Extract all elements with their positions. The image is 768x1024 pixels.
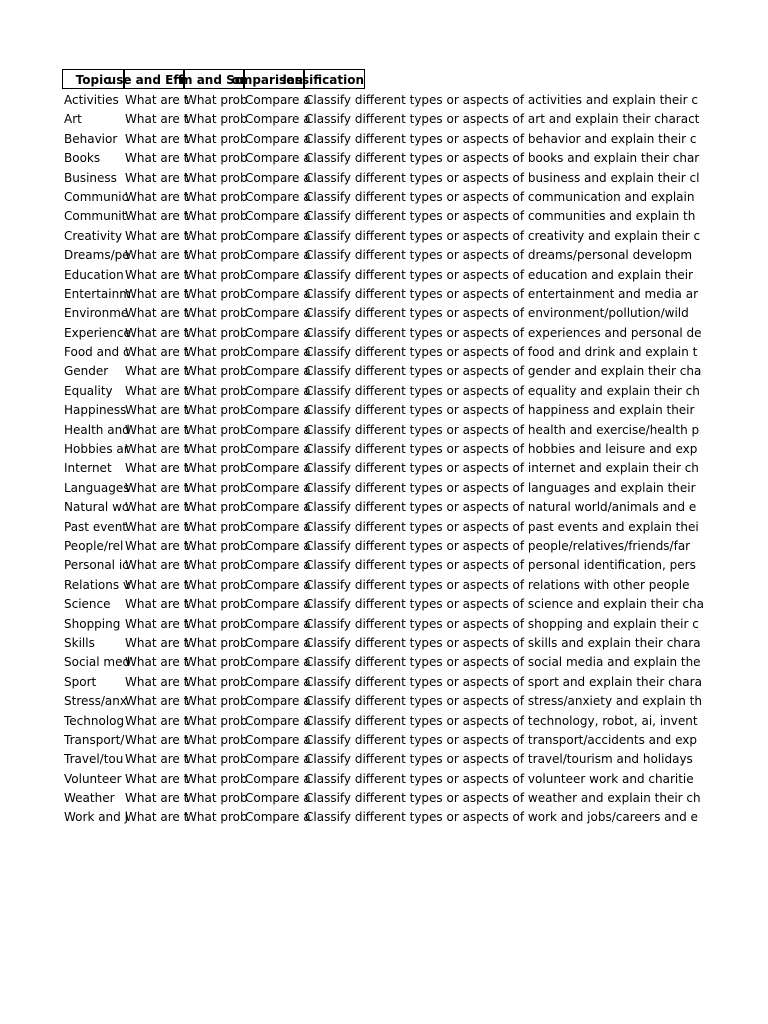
- table-row: [62, 498, 697, 517]
- topic-cell[interactable]: Experience: [64, 325, 131, 340]
- classification-cell[interactable]: Classify different types or aspects of people/relatives/friends/far: [305, 538, 691, 553]
- classification-cell[interactable]: Classify different types or aspects of volunteer work and charitie: [305, 771, 694, 786]
- cause-effect-cell[interactable]: What are t: [125, 771, 189, 786]
- classification-cell[interactable]: Classify different types or aspects of entertainment and media ar: [305, 286, 699, 301]
- table-row: [62, 362, 702, 381]
- comparison-cell[interactable]: Compare a: [245, 461, 311, 476]
- cause-effect-cell[interactable]: What are t: [125, 732, 189, 747]
- comparison-cell[interactable]: Compare a: [245, 500, 311, 515]
- problem-solution-cell[interactable]: What prob: [185, 655, 248, 670]
- table-row: [62, 808, 698, 827]
- classification-cell[interactable]: Classify different types or aspects of sport and explain their chara: [305, 674, 702, 689]
- classification-cell[interactable]: Classify different types or aspects of technology, robot, ai, invent: [305, 713, 698, 728]
- topic-cell[interactable]: Shopping: [64, 616, 121, 631]
- problem-solution-cell[interactable]: What prob: [185, 112, 248, 127]
- comparison-cell[interactable]: Compare a: [245, 286, 311, 301]
- header-topic[interactable]: Topic: [62, 69, 124, 89]
- classification-cell[interactable]: Classify different types or aspects of gender and explain their cha: [305, 364, 702, 379]
- topic-cell[interactable]: Art: [64, 112, 82, 127]
- cause-effect-cell[interactable]: What are t: [125, 655, 189, 670]
- topic-cell[interactable]: Food and c: [64, 345, 130, 360]
- problem-solution-cell[interactable]: What prob: [185, 189, 248, 204]
- topic-cell[interactable]: Happiness: [64, 403, 127, 418]
- comparison-cell[interactable]: Compare a: [245, 325, 311, 340]
- topic-cell[interactable]: Travel/tou: [64, 752, 124, 767]
- problem-solution-cell[interactable]: What prob: [185, 616, 248, 631]
- cause-effect-cell[interactable]: What are t: [125, 674, 189, 689]
- topic-cell[interactable]: Natural wc: [64, 500, 129, 515]
- topic-cell[interactable]: Sport: [64, 674, 97, 689]
- table-row: [62, 188, 695, 207]
- classification-cell[interactable]: Classify different types or aspects of education and explain their: [305, 267, 693, 282]
- problem-solution-cell[interactable]: What prob: [185, 345, 248, 360]
- topic-cell[interactable]: Volunteer: [64, 771, 122, 786]
- comparison-cell[interactable]: Compare a: [245, 694, 311, 709]
- cause-effect-cell[interactable]: What are t: [125, 616, 189, 631]
- cause-effect-cell[interactable]: What are t: [125, 713, 189, 728]
- cause-effect-cell[interactable]: What are t: [125, 286, 189, 301]
- comparison-cell[interactable]: Compare a: [245, 674, 311, 689]
- topic-cell[interactable]: Languages: [64, 480, 130, 495]
- comparison-cell[interactable]: Compare a: [245, 422, 311, 437]
- comparison-cell[interactable]: Compare a: [245, 597, 311, 612]
- table-row: [62, 324, 702, 343]
- table-row: [62, 537, 691, 556]
- table-row: [62, 615, 699, 634]
- cause-effect-cell[interactable]: What are t: [125, 325, 189, 340]
- classification-cell[interactable]: Classify different types or aspects of books and explain their char: [305, 151, 700, 166]
- classification-cell[interactable]: Classify different types or aspects of happiness and explain their: [305, 403, 695, 418]
- problem-solution-cell[interactable]: What prob: [185, 306, 248, 321]
- cause-effect-cell[interactable]: What are t: [125, 461, 189, 476]
- table-row: [62, 227, 701, 246]
- classification-cell[interactable]: Classify different types or aspects of food and drink and explain t: [305, 345, 698, 360]
- problem-solution-cell[interactable]: What prob: [185, 442, 248, 457]
- table-row: [62, 576, 690, 595]
- classification-cell[interactable]: Classify different types or aspects of environment/pollution/wild: [305, 306, 689, 321]
- comparison-cell[interactable]: Compare a: [245, 306, 311, 321]
- cause-effect-cell[interactable]: What are t: [125, 170, 189, 185]
- comparison-cell[interactable]: Compare a: [245, 248, 311, 263]
- problem-solution-cell[interactable]: What prob: [185, 558, 248, 573]
- table-row: [62, 595, 704, 614]
- cause-effect-cell[interactable]: What are t: [125, 480, 189, 495]
- comparison-cell[interactable]: Compare a: [245, 480, 311, 495]
- topic-cell[interactable]: Health and: [64, 422, 130, 437]
- problem-solution-cell[interactable]: What prob: [185, 286, 248, 301]
- comparison-cell[interactable]: Compare a: [245, 93, 311, 107]
- table-row: [62, 459, 699, 478]
- classification-cell[interactable]: Classify different types or aspects of communication and explain: [305, 189, 695, 204]
- cause-effect-cell[interactable]: What are t: [125, 442, 189, 457]
- problem-solution-cell[interactable]: What prob: [185, 131, 248, 146]
- topic-cell[interactable]: Gender: [64, 364, 109, 379]
- problem-solution-cell[interactable]: What prob: [185, 267, 248, 282]
- problem-solution-cell[interactable]: What prob: [185, 500, 248, 515]
- problem-solution-cell[interactable]: What prob: [185, 403, 248, 418]
- cause-effect-cell[interactable]: What are t: [125, 248, 189, 263]
- table-row: [62, 712, 698, 731]
- comparison-cell[interactable]: Compare a: [245, 635, 311, 650]
- cause-effect-cell[interactable]: What are t: [125, 151, 189, 166]
- classification-cell[interactable]: Classify different types or aspects of hobbies and leisure and exp: [305, 442, 698, 457]
- topic-cell[interactable]: Social med: [64, 655, 131, 670]
- topic-cell[interactable]: Creativity: [64, 228, 123, 243]
- cause-effect-cell[interactable]: What are t: [125, 345, 189, 360]
- problem-solution-cell[interactable]: What prob: [185, 422, 248, 437]
- table-row: [62, 634, 701, 653]
- cause-effect-cell[interactable]: What are t: [125, 403, 189, 418]
- classification-cell[interactable]: Classify different types or aspects of relations with other people: [305, 577, 690, 592]
- problem-solution-cell[interactable]: What prob: [185, 364, 248, 379]
- topic-cell[interactable]: Communic: [64, 189, 129, 204]
- classification-cell[interactable]: Classify different types or aspects of health and exercise/health p: [305, 422, 700, 437]
- table-row: [62, 169, 700, 188]
- table-row: [62, 382, 700, 401]
- table-row: [62, 130, 697, 149]
- comparison-cell[interactable]: Compare a: [245, 519, 311, 534]
- cause-effect-cell[interactable]: What are t: [125, 422, 189, 437]
- comparison-cell[interactable]: Compare a: [245, 713, 311, 728]
- topic-cell[interactable]: Relations v: [64, 577, 131, 592]
- topic-cell[interactable]: Activities: [64, 93, 119, 107]
- classification-cell[interactable]: Classify different types or aspects of dreams/personal developm: [305, 248, 693, 263]
- classification-cell[interactable]: Classify different types or aspects of languages and explain their: [305, 480, 696, 495]
- comparison-cell[interactable]: Compare a: [245, 442, 311, 457]
- header-row: [62, 68, 669, 90]
- table-row: [62, 421, 700, 440]
- table-row: [62, 246, 693, 265]
- topic-cell[interactable]: Transport/: [64, 732, 125, 747]
- problem-solution-cell[interactable]: What prob: [185, 752, 248, 767]
- comparison-cell[interactable]: Compare a: [245, 616, 311, 631]
- classification-cell[interactable]: Classify different types or aspects of business and explain their cl: [305, 170, 700, 185]
- classification-cell[interactable]: Classify different types or aspects of natural world/animals and e: [305, 500, 697, 515]
- table-row: [62, 692, 702, 711]
- cause-effect-cell[interactable]: What are t: [125, 131, 189, 146]
- problem-solution-cell[interactable]: What prob: [185, 170, 248, 185]
- problem-solution-cell[interactable]: What prob: [185, 635, 248, 650]
- cause-effect-cell[interactable]: What are t: [125, 694, 189, 709]
- table-row: [62, 401, 695, 420]
- table-row: [62, 110, 700, 129]
- cause-effect-cell[interactable]: What are t: [125, 810, 189, 825]
- classification-cell[interactable]: Classify different types or aspects of travel/tourism and holidays: [305, 752, 693, 767]
- comparison-cell[interactable]: Compare a: [245, 577, 311, 592]
- cause-effect-cell[interactable]: What are t: [125, 577, 189, 592]
- classification-cell[interactable]: Classify different types or aspects of creativity and explain their c: [305, 228, 701, 243]
- problem-solution-cell[interactable]: What prob: [185, 713, 248, 728]
- classification-cell[interactable]: Classify different types or aspects of behavior and explain their c: [305, 131, 697, 146]
- table-row: [62, 518, 699, 537]
- problem-solution-cell[interactable]: What prob: [185, 248, 248, 263]
- problem-solution-cell[interactable]: What prob: [185, 93, 248, 107]
- comparison-cell[interactable]: Compare a: [245, 345, 311, 360]
- topic-cell[interactable]: Work and j: [64, 810, 128, 825]
- topic-cell[interactable]: Behavior: [64, 131, 118, 146]
- cause-effect-cell[interactable]: What are t: [125, 597, 189, 612]
- cause-effect-cell[interactable]: What are t: [125, 112, 189, 127]
- topic-cell[interactable]: Communit: [64, 209, 127, 224]
- topic-cell[interactable]: Science: [64, 597, 111, 612]
- table-row: [62, 789, 701, 808]
- classification-cell[interactable]: Classify different types or aspects of skills and explain their chara: [305, 635, 701, 650]
- classification-cell[interactable]: Classify different types or aspects of past events and explain thei: [305, 519, 699, 534]
- comparison-cell[interactable]: Compare a: [245, 538, 311, 553]
- topic-cell[interactable]: Dreams/pe: [64, 248, 130, 263]
- problem-solution-cell[interactable]: What prob: [185, 228, 248, 243]
- problem-solution-cell[interactable]: What prob: [185, 597, 248, 612]
- comparison-cell[interactable]: Compare a: [245, 131, 311, 146]
- cause-effect-cell[interactable]: What are t: [125, 306, 189, 321]
- cause-effect-cell[interactable]: What are t: [125, 635, 189, 650]
- cause-effect-cell[interactable]: What are t: [125, 500, 189, 515]
- problem-solution-cell[interactable]: What prob: [185, 577, 248, 592]
- classification-cell[interactable]: Classify different types or aspects of transport/accidents and exp: [305, 732, 697, 747]
- problem-solution-cell[interactable]: What prob: [185, 480, 248, 495]
- problem-solution-cell[interactable]: What prob: [185, 791, 248, 806]
- classification-cell[interactable]: Classify different types or aspects of work and jobs/careers and e: [305, 810, 698, 825]
- classification-cell[interactable]: Classify different types or aspects of personal identification, pers: [305, 558, 696, 573]
- cause-effect-cell[interactable]: What are t: [125, 791, 189, 806]
- classification-cell[interactable]: Classify different types or aspects of stress/anxiety and explain th: [305, 694, 702, 709]
- classification-cell[interactable]: Classify different types or aspects of art and explain their charact: [305, 112, 700, 127]
- comparison-cell[interactable]: Compare a: [245, 403, 311, 418]
- classification-cell[interactable]: Classify different types or aspects of social media and explain the: [305, 655, 701, 670]
- table-body: [62, 91, 704, 828]
- table-row: [62, 285, 699, 304]
- table-row: [62, 440, 698, 459]
- table-row: [62, 304, 689, 323]
- header-problem-and-solution[interactable]: m and So: [184, 69, 244, 89]
- table-row: [62, 673, 702, 692]
- cause-effect-cell[interactable]: What are t: [125, 364, 189, 379]
- problem-solution-cell[interactable]: What prob: [185, 810, 248, 825]
- table-row: [62, 770, 694, 789]
- topic-cell[interactable]: Equality: [64, 383, 113, 398]
- comparison-cell[interactable]: Compare a: [245, 771, 311, 786]
- topic-cell[interactable]: Technolog: [64, 713, 125, 728]
- header-comparison[interactable]: omparison: [244, 69, 304, 89]
- problem-solution-cell[interactable]: What prob: [185, 694, 248, 709]
- comparison-cell[interactable]: Compare a: [245, 383, 311, 398]
- header-classification[interactable]: lassification: [304, 69, 365, 89]
- table-row: [62, 653, 701, 672]
- topic-cell[interactable]: Business: [64, 170, 117, 185]
- problem-solution-cell[interactable]: What prob: [185, 538, 248, 553]
- topic-cell[interactable]: Hobbies ar: [64, 442, 129, 457]
- comparison-cell[interactable]: Compare a: [245, 810, 311, 825]
- comparison-cell[interactable]: Compare a: [245, 752, 311, 767]
- comparison-cell[interactable]: Compare a: [245, 189, 311, 204]
- cause-effect-cell[interactable]: What are t: [125, 267, 189, 282]
- problem-solution-cell[interactable]: What prob: [185, 519, 248, 534]
- table-row: [62, 266, 693, 285]
- classification-cell[interactable]: Classify different types or aspects of shopping and explain their c: [305, 616, 699, 631]
- topic-cell[interactable]: Past event: [64, 519, 127, 534]
- problem-solution-cell[interactable]: What prob: [185, 732, 248, 747]
- topic-cell[interactable]: Entertainm: [64, 286, 131, 301]
- cause-effect-cell[interactable]: What are t: [125, 93, 189, 107]
- comparison-cell[interactable]: Compare a: [245, 209, 311, 224]
- table-row: [62, 207, 696, 226]
- topic-cell[interactable]: Skills: [64, 635, 95, 650]
- table-row: [62, 91, 698, 110]
- classification-cell[interactable]: Classify different types or aspects of communities and explain th: [305, 209, 696, 224]
- topic-cell[interactable]: Stress/anx: [64, 694, 127, 709]
- topic-cell[interactable]: Books: [64, 151, 101, 166]
- problem-solution-cell[interactable]: What prob: [185, 674, 248, 689]
- cause-effect-cell[interactable]: What are t: [125, 538, 189, 553]
- cause-effect-cell[interactable]: What are t: [125, 228, 189, 243]
- classification-cell[interactable]: Classify different types or aspects of internet and explain their ch: [305, 461, 699, 476]
- classification-cell[interactable]: Classify different types or aspects of science and explain their cha: [305, 597, 704, 612]
- cause-effect-cell[interactable]: What are t: [125, 189, 189, 204]
- cause-effect-cell[interactable]: What are t: [125, 519, 189, 534]
- comparison-cell[interactable]: Compare a: [245, 558, 311, 573]
- comparison-cell[interactable]: Compare a: [245, 228, 311, 243]
- classification-cell[interactable]: Classify different types or aspects of weather and explain their ch: [305, 791, 701, 806]
- problem-solution-cell[interactable]: What prob: [185, 151, 248, 166]
- comparison-cell[interactable]: Compare a: [245, 364, 311, 379]
- topic-cell[interactable]: Internet: [64, 461, 112, 476]
- table-row: [62, 479, 696, 498]
- topic-cell[interactable]: People/rel: [64, 538, 124, 553]
- topic-cell[interactable]: Weather: [64, 791, 115, 806]
- topic-cell[interactable]: Environme: [64, 306, 129, 321]
- problem-solution-cell[interactable]: What prob: [185, 461, 248, 476]
- problem-solution-cell[interactable]: What prob: [185, 325, 248, 340]
- table-row: [62, 750, 693, 769]
- cause-effect-cell[interactable]: What are t: [125, 558, 189, 573]
- comparison-cell[interactable]: Compare a: [245, 732, 311, 747]
- topic-cell[interactable]: Personal ic: [64, 558, 129, 573]
- comparison-cell[interactable]: Compare a: [245, 170, 311, 185]
- cause-effect-cell[interactable]: What are t: [125, 383, 189, 398]
- classification-cell[interactable]: Classify different types or aspects of equality and explain their ch: [305, 383, 700, 398]
- comparison-cell[interactable]: Compare a: [245, 267, 311, 282]
- table-row: [62, 343, 698, 362]
- comparison-cell[interactable]: Compare a: [245, 791, 311, 806]
- classification-cell[interactable]: Classify different types or aspects of activities and explain their c: [305, 93, 698, 107]
- comparison-cell[interactable]: Compare a: [245, 112, 311, 127]
- table-row: [62, 731, 697, 750]
- problem-solution-cell[interactable]: What prob: [185, 209, 248, 224]
- comparison-cell[interactable]: Compare a: [245, 655, 311, 670]
- cause-effect-cell[interactable]: What are t: [125, 209, 189, 224]
- problem-solution-cell[interactable]: What prob: [185, 383, 248, 398]
- classification-cell[interactable]: Classify different types or aspects of experiences and personal de: [305, 325, 702, 340]
- table-row: [62, 149, 700, 168]
- table-row: [62, 556, 696, 575]
- problem-solution-cell[interactable]: What prob: [185, 771, 248, 786]
- header-cause-and-effect[interactable]: use and Eff: [124, 69, 184, 89]
- comparison-cell[interactable]: Compare a: [245, 151, 311, 166]
- topic-cell[interactable]: Education: [64, 267, 124, 282]
- cause-effect-cell[interactable]: What are t: [125, 752, 189, 767]
- spreadsheet-table: [62, 68, 704, 828]
